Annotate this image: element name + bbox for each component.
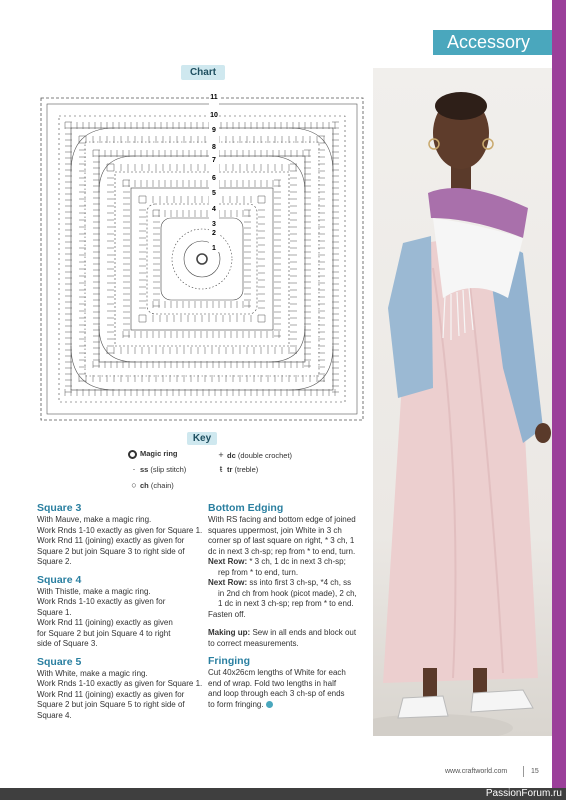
fringing-line: and loop through each 3 ch-sp of ends bbox=[208, 689, 345, 698]
square3-heading: Square 3 bbox=[37, 502, 82, 514]
square4-line: side of Square 3. bbox=[37, 639, 98, 648]
next-row-2-cont: 1 dc in next 3 ch-sp; rep from * to end. bbox=[218, 599, 354, 608]
key-dc: + dc (double crochet) bbox=[215, 450, 292, 460]
square4-line: for Square 2 but join Square 4 to right bbox=[37, 628, 171, 638]
page-number: 15 bbox=[531, 768, 539, 775]
square4-heading: Square 4 bbox=[37, 573, 82, 586]
chart-rounds bbox=[59, 116, 345, 402]
key-ch: ○ ch (chain) bbox=[128, 480, 174, 490]
key-label: Key bbox=[187, 432, 217, 445]
square3-line: Work Rnd 11 (joining) exactly as given for bbox=[37, 536, 185, 545]
round-3: 3 bbox=[212, 221, 216, 228]
fasten-off: Fasten off. bbox=[208, 609, 246, 619]
fringing-line: Cut 40x26cm lengths of White for each bbox=[208, 668, 346, 677]
next-row-2: Next Row: ss into first 3 ch-sp, *4 ch, ss bbox=[208, 578, 352, 587]
making-up-cont: to correct measurements. bbox=[208, 638, 299, 648]
footer-url: www.craftworld.com bbox=[445, 768, 508, 775]
next-row-2-cont: in 2nd ch from hook (picot made), 2 ch, bbox=[218, 588, 357, 598]
edge-stripe bbox=[552, 0, 566, 800]
fringing-line: to form fringing. bbox=[208, 700, 373, 711]
square5-line: Work Rnd 11 (joining) exactly as given for bbox=[37, 689, 185, 699]
end-mark-icon bbox=[266, 701, 273, 708]
bottom-edging-heading: Bottom Edging bbox=[208, 502, 284, 514]
square5-heading: Square 5 bbox=[37, 655, 82, 668]
chart-label: Chart bbox=[181, 65, 225, 80]
square3-line: Square 2 but join Square 3 to right side of bbox=[37, 546, 185, 556]
next-row-1-cont: rep from * to end, turn. bbox=[218, 567, 299, 577]
magic-ring-icon bbox=[128, 450, 137, 459]
right-column bbox=[208, 502, 373, 710]
model-photo bbox=[373, 68, 552, 736]
oval-icon: ○ bbox=[131, 480, 137, 490]
square5-line: With White, make a magic ring. bbox=[37, 668, 148, 678]
section-tab: Accessory bbox=[433, 30, 552, 55]
making-up: Making up: Sew in all ends and block out bbox=[208, 628, 357, 637]
round-10: 10 bbox=[210, 112, 218, 119]
round-1: 1 bbox=[212, 245, 216, 252]
round-2: 2 bbox=[212, 230, 216, 237]
square3-line: Square 2. bbox=[37, 557, 72, 566]
round-8: 8 bbox=[212, 144, 216, 151]
round-11: 11 bbox=[210, 94, 218, 101]
round-7: 7 bbox=[212, 157, 216, 164]
round-5: 5 bbox=[212, 190, 216, 197]
round-6: 6 bbox=[212, 175, 216, 182]
chart-stitches bbox=[65, 122, 339, 396]
crochet-chart bbox=[35, 92, 369, 426]
round-4: 4 bbox=[212, 206, 216, 213]
square5-line: Work Rnds 1-10 exactly as given for Square 1. bbox=[37, 679, 203, 688]
key-tr: ŧ tr (treble) bbox=[215, 464, 258, 474]
fringing-heading: Fringing bbox=[208, 655, 250, 667]
fringing-line: end of wrap. Fold two lengths in half bbox=[208, 678, 337, 688]
next-row-1: Next Row: * 3 ch, 1 dc in next 3 ch-sp; bbox=[208, 557, 346, 566]
footer-divider bbox=[523, 766, 524, 777]
treble-icon: ŧ bbox=[219, 464, 223, 474]
key-magic-ring: Magic ring bbox=[128, 449, 178, 459]
left-column bbox=[37, 502, 207, 721]
round-9: 9 bbox=[212, 127, 216, 134]
square5-line: Square 4. bbox=[37, 710, 72, 720]
edging-line: dc in next 3 ch-sp; rep from * to end, turn. bbox=[208, 546, 356, 556]
square4-line: With Thistle, make a magic ring. bbox=[37, 586, 151, 596]
edging-line: squares uppermost, join White in 3 ch bbox=[208, 525, 342, 535]
model-illustration bbox=[373, 68, 552, 736]
bottom-bar bbox=[0, 788, 566, 800]
round-numbers bbox=[209, 92, 219, 252]
square5-line: Square 2 but join Square 5 to right side of bbox=[37, 700, 185, 709]
edging-line: corner sp of last square on right, * 3 ch, 1 bbox=[208, 536, 355, 545]
square3-line: Work Rnds 1-10 exactly as given for Square 1. bbox=[37, 525, 203, 535]
square4-line: Square 1. bbox=[37, 607, 72, 617]
key-ss: · ss (slip stitch) bbox=[128, 464, 186, 474]
square4-line: Work Rnd 11 (joining) exactly as given bbox=[37, 618, 173, 627]
square4-line: Work Rnds 1-10 exactly as given for bbox=[37, 597, 166, 606]
dot-icon: · bbox=[132, 464, 136, 474]
edging-line: With RS facing and bottom edge of joined bbox=[208, 515, 356, 524]
watermark: PassionForum.ru bbox=[485, 788, 562, 799]
square3-line: With Mauve, make a magic ring. bbox=[37, 515, 152, 524]
plus-icon: + bbox=[218, 450, 224, 460]
